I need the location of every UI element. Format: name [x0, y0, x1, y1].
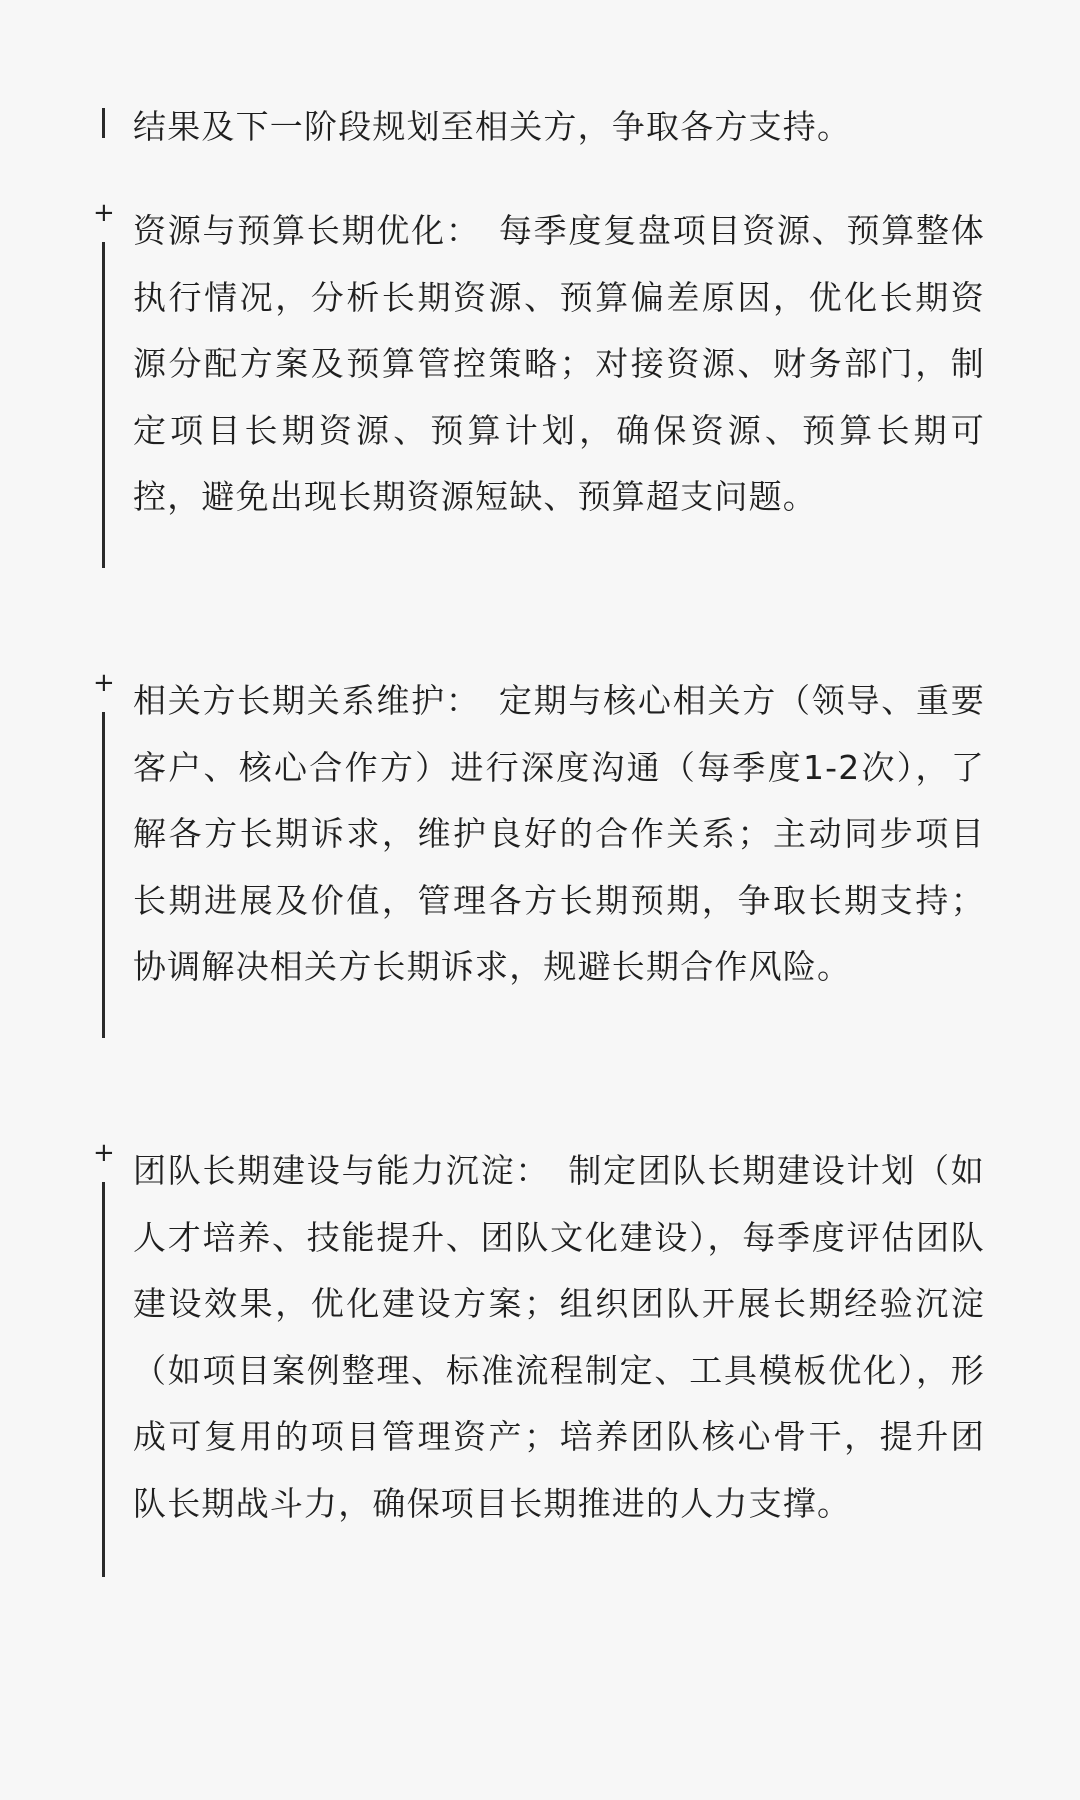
section-bar [102, 242, 105, 568]
section-continuation [0, 94, 1080, 160]
section-bar [102, 108, 105, 138]
section-stakeholder [0, 668, 1080, 1048]
section-gutter [88, 94, 118, 160]
section-text: 团队长期建设与能力沉淀： 制定团队长期建设计划（如人才培养、技能提升、团队文化建设），每季度评估团队建设效果，优化建设方案；组织团队开展长期经验沉淀（如项目案例整理、标准流程制定、工具模板优化），形成可复用的项目管理资产；培养团队核心骨干，提升团队长期战斗力，确保项目长期推进的人力支撑。 [133, 1151, 985, 1523]
section-team-building [0, 1138, 1080, 1588]
section-gutter [88, 1138, 118, 1588]
section-text: 资源与预算长期优化： 每季度复盘项目资源、预算整体执行情况，分析长期资源、预算偏差原因，优化长期资源分配方案及预算管控策略；对接资源、财务部门，制定项目长期资源、预算计划，确保资源、预算长期可控，避免出现长期资源短缺、预算超支问题。 [133, 211, 985, 516]
section-gutter [88, 668, 118, 1048]
plus-marker-icon: + [93, 1138, 115, 1168]
plus-marker-icon: + [93, 668, 115, 698]
section-text: 相关方长期关系维护： 定期与核心相关方（领导、重要客户、核心合作方）进行深度沟通（每季度1-2次），了解各方长期诉求，维护良好的合作关系；主动同步项目长期进展及价值，管理各方长期预期，争取长期支持；协调解决相关方长期诉求，规避长期合作风险。 [133, 681, 985, 986]
section-gutter [88, 198, 118, 578]
section-text: 结果及下一阶段规划至相关方，争取各方支持。 [133, 107, 852, 146]
section-resource-budget [0, 198, 1080, 578]
plus-marker-icon: + [93, 198, 115, 228]
section-bar [102, 712, 105, 1038]
section-bar [102, 1182, 105, 1577]
